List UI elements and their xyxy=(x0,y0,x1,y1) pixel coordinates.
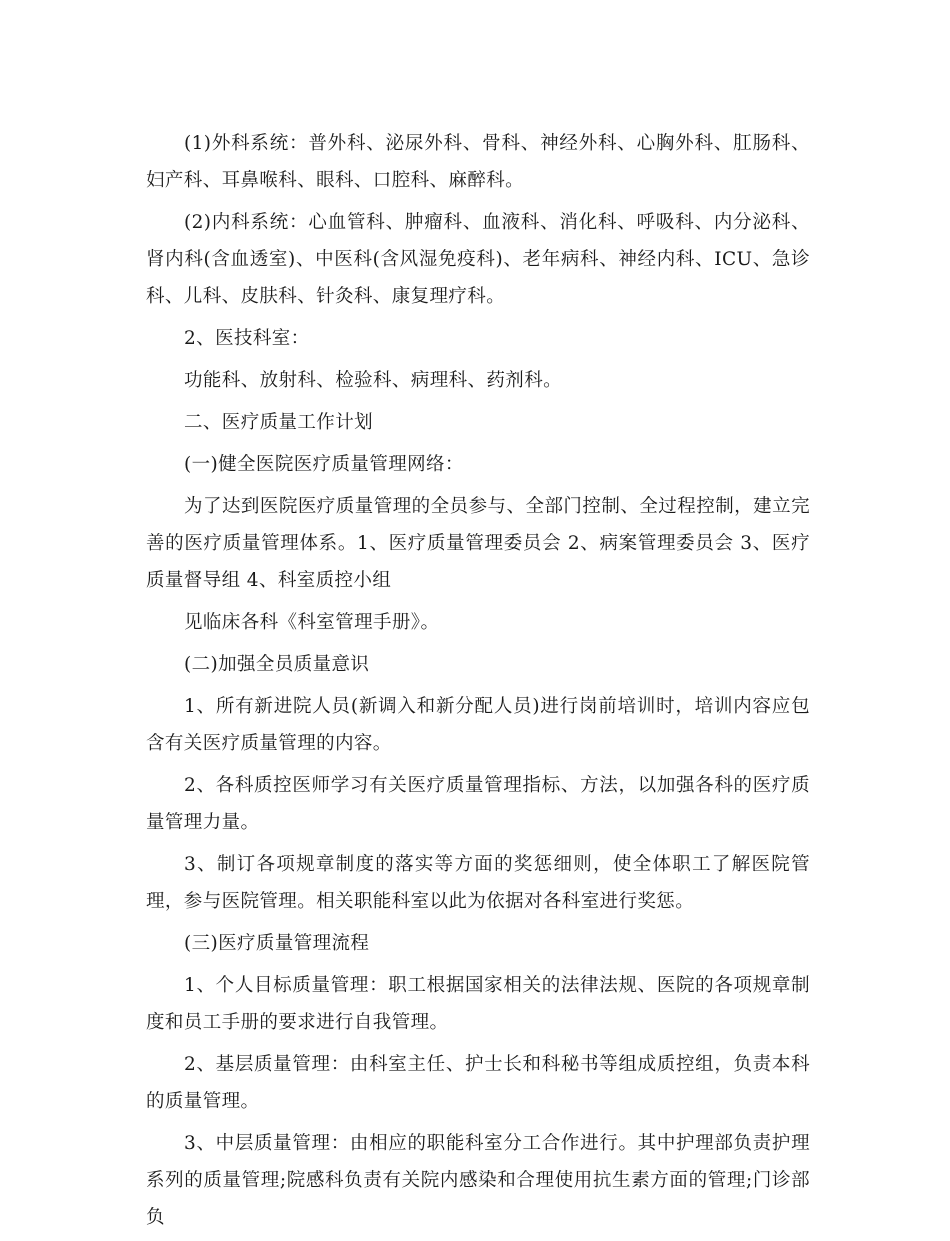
paragraph-qc-physicians: 2、各科质控医师学习有关医疗质量管理指标、方法，以加强各科的医疗质量管理力量。 xyxy=(146,775,810,833)
paragraph-reward-rules: 3、制订各项规章制度的落实等方面的奖惩细则，使全体职工了解医院管理，参与医院管理。相关职能科室以此为依据对各科室进行奖惩。 xyxy=(146,854,810,912)
document-body xyxy=(146,125,810,1241)
paragraph-see-manual: 见临床各科《科室管理手册》。 xyxy=(184,612,440,633)
paragraph-medical-tech-heading: 2、医技科室： xyxy=(184,328,310,349)
section-heading-quality-plan: 二、医疗质量工作计划 xyxy=(184,412,374,433)
paragraph-grassroots-quality: 2、基层质量管理：由科室主任、护士长和科秘书等组成质控组，负责本科的质量管理。 xyxy=(146,1054,810,1112)
paragraph-new-staff-training: 1、所有新进院人员(新调入和新分配人员)进行岗前培训时，培训内容应包含有关医疗质量管理的内容。 xyxy=(146,696,810,754)
paragraph-middle-quality: 3、中层质量管理：由相应的职能科室分工合作进行。其中护理部负责护理系列的质量管理;院感科负责有关院内感染和合理使用抗生素方面的管理;门诊部负 xyxy=(146,1133,810,1228)
paragraph-quality-system: 为了达到医院医疗质量管理的全员参与、全部门控制、全过程控制，建立完善的医疗质量管理体系。1、医疗质量管理委员会 2、病案管理委员会 3、医疗质量督导组 4、科室质控小组 xyxy=(146,496,810,591)
subheading-quality-network: (一)健全医院医疗质量管理网络： xyxy=(184,454,464,475)
subheading-quality-process: (三)医疗质量管理流程 xyxy=(184,933,370,954)
paragraph-surgical-system: (1)外科系统：普外科、泌尿外科、骨科、神经外科、心胸外科、肛肠科、妇产科、耳鼻喉科、眼科、口腔科、麻醉科。 xyxy=(146,133,810,191)
subheading-quality-awareness: (二)加强全员质量意识 xyxy=(184,654,370,675)
paragraph-individual-quality: 1、个人目标质量管理：职工根据国家相关的法律法规、医院的各项规章制度和员工手册的要求进行自我管理。 xyxy=(146,975,810,1033)
paragraph-medical-tech-list: 功能科、放射科、检验科、病理科、药剂科。 xyxy=(184,370,563,391)
paragraph-internal-medicine-system: (2)内科系统：心血管科、肿瘤科、血液科、消化科、呼吸科、内分泌科、肾内科(含血透室)、中医科(含风湿免疫科)、老年病科、神经内科、ICU、急诊科、儿科、皮肤科、针灸科、康复理疗科。 xyxy=(146,212,810,307)
